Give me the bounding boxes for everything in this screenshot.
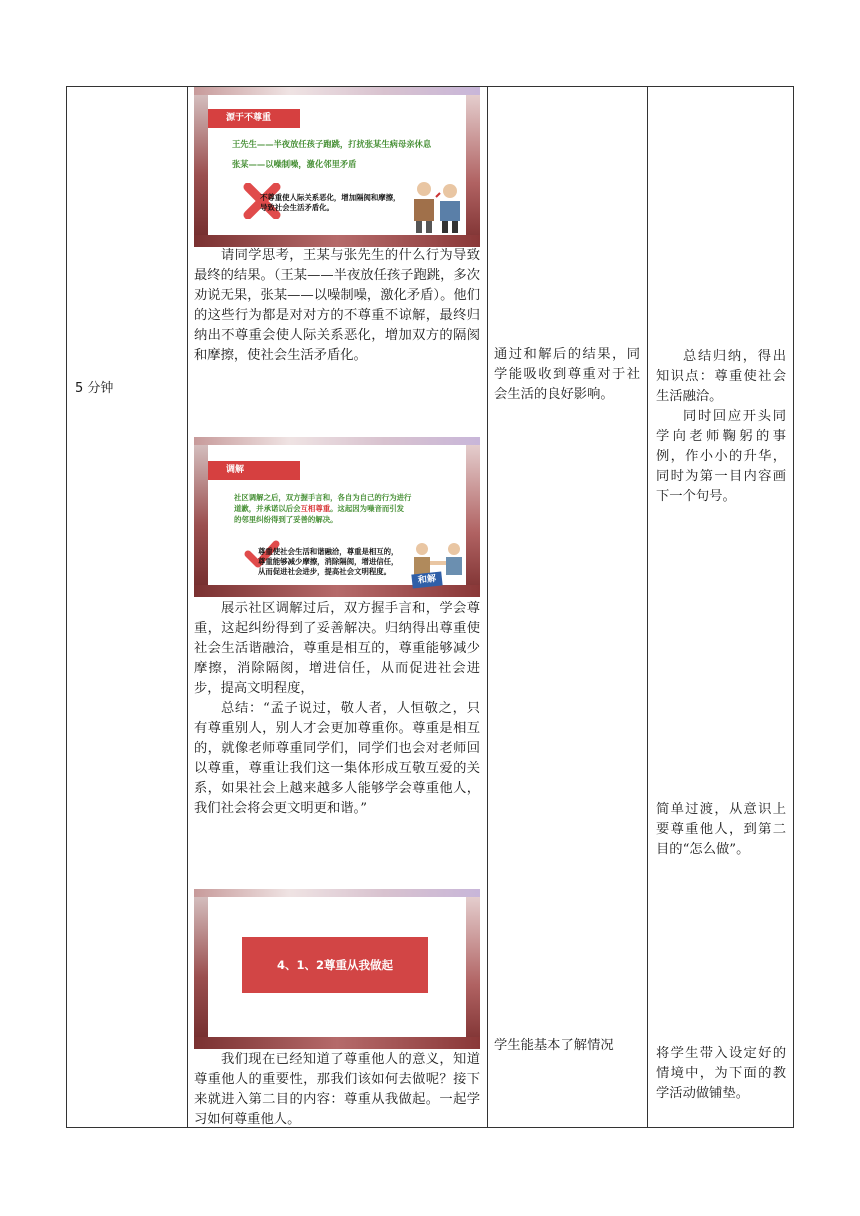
slide-note: 尊重使社会生活和谐融洽，尊重是相互的，: [258, 547, 399, 556]
paragraph-transition: 我们现在已经知道了尊重他人的意义，知道尊重他人的重要性，那我们该如何去做呢？接下来就进入第二目的内容：尊重从我做起。一起学习如何尊重他人。: [194, 1052, 480, 1127]
time-cell: 5 分钟: [75, 381, 114, 396]
slide-note: 导致社会生活矛盾化。: [260, 203, 334, 212]
design-intent-1b: 同时回应开头同学向老师鞠躬的事例，作小小的升华，同时为第一目内容画下一个句号。: [656, 409, 786, 504]
quarrel-people-illustration: [408, 177, 468, 235]
learning-outcome-2: 学生能基本了解情况: [494, 1038, 614, 1053]
slide-line: 的邻里纠纷得到了妥善的解决。: [234, 515, 338, 524]
paragraph-think: 请同学思考，王某与张先生的什么行为导致最终的结果。（王某——半夜放任孩子跑跳，多次劝说无果，张某——以噪制噪，激化矛盾）。他们的这些行为都是对对方的不尊重不谅解，最终归纳出不尊重会使人际关系恶化，增加双方的隔阂和摩擦，使社会生活矛盾化。: [194, 248, 480, 363]
design-intent-3: 将学生带入设定好的情境中，为下面的教学活动做铺垫。: [656, 1046, 786, 1101]
column-divider: [647, 87, 648, 1127]
slide-tag: 源于不尊重: [208, 109, 300, 128]
slide-note: 尊重能够减少摩擦，消除隔阂，增进信任，: [258, 557, 399, 566]
slide-image-disrespect: [194, 87, 480, 247]
slide-line: 道歉，并承诺以后会互相尊重。这起因为噪音而引发: [234, 504, 405, 513]
slide-image-mediation: [194, 437, 480, 597]
slide-line: 社区调解之后，双方握手言和，各自为自己的行为进行: [234, 493, 412, 502]
reconcile-stamp: 和解: [411, 571, 442, 588]
section-banner: 4、1、2尊重从我做起: [242, 937, 428, 993]
slide-image-title: [194, 889, 480, 1049]
design-intent-2: 简单过渡，从意识上要尊重他人，到第二目的“怎么做”。: [656, 802, 786, 857]
slide-line: 张某——以噪制噪，激化邻里矛盾: [232, 159, 357, 169]
column-divider: [187, 87, 188, 1127]
slide-note: 不尊重使人际关系恶化，增加隔阂和摩擦，: [260, 193, 401, 202]
column-divider: [487, 87, 488, 1127]
paragraph-mediation: 展示社区调解过后，双方握手言和，学会尊重，这起纠纷得到了妥善解决。归纳得出尊重使社会生活谐融洽，尊重是相互的，尊重能够减少摩擦，消除隔阂，增进信任，从而促进社会进步，提高文明程度，: [194, 601, 480, 696]
slide-tag: 调解: [208, 461, 300, 480]
design-intent-1a: 总结归纳，得出知识点：尊重使社会生活融洽。: [656, 349, 786, 404]
slide-note: 从而促进社会进步，提高社会文明程度。: [258, 567, 392, 576]
paragraph-summary: 总结：“孟子说过，敬人者，人恒敬之，只有尊重别人，别人才会更加尊重你。尊重是相互的，就像老师尊重同学们，同学们也会对老师回以尊重，尊重让我们这一集体形成互敬互爱的关系，如果社会上越来越多人能够学会尊重他人，我们社会将会更文明更和谐。”: [194, 701, 480, 816]
learning-outcome-1: 通过和解后的结果，同学能吸收到尊重对于社会生活的良好影响。: [494, 347, 640, 402]
slide-line: 王先生——半夜放任孩子跑跳，打扰张某生病母亲休息: [232, 139, 432, 149]
